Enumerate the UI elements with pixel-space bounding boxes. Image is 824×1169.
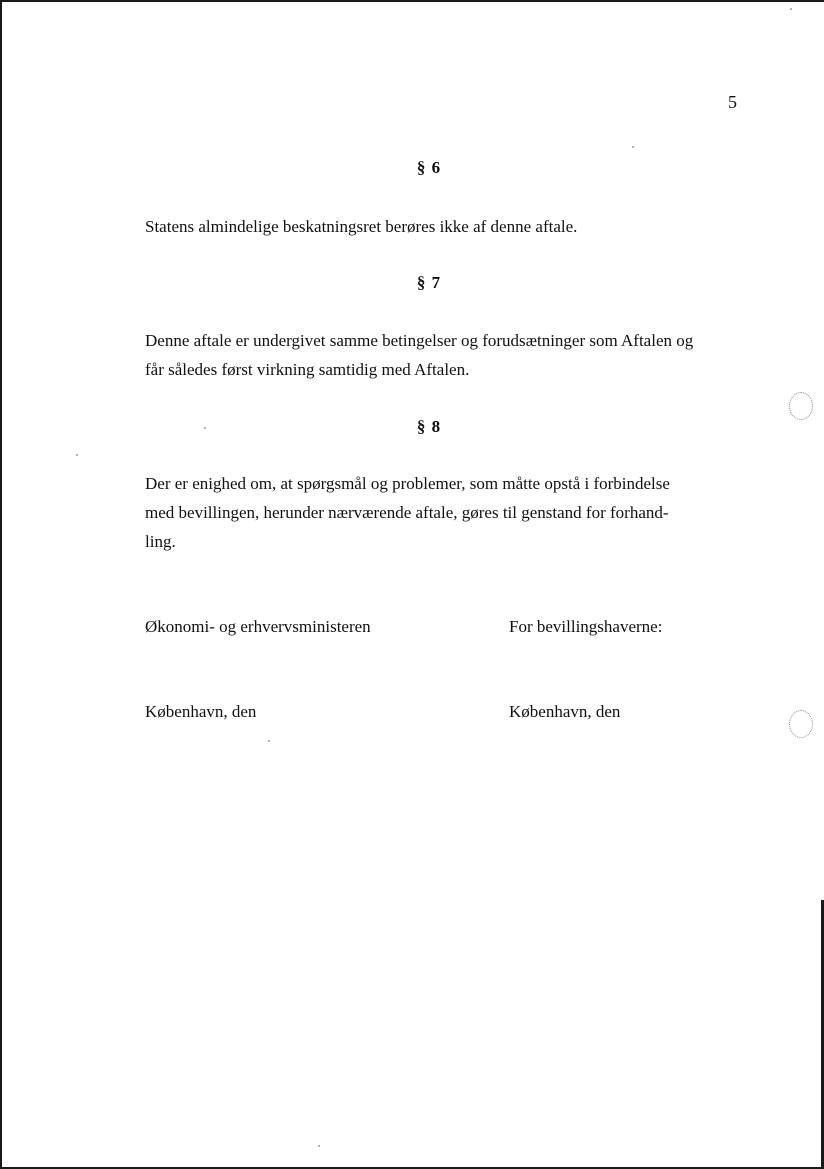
scan-speck <box>204 427 206 429</box>
scan-edge-top <box>0 0 824 2</box>
scan-speck <box>318 1145 320 1147</box>
scan-speck <box>268 740 270 742</box>
scan-speck <box>790 8 792 10</box>
section-8-line: Der er enighed om, at spørgsmål og problemer, som måtte opstå i forbindelse <box>145 474 670 493</box>
signature-right-place: København, den <box>509 702 621 721</box>
scan-speck <box>76 454 78 456</box>
signature-left-party: Økonomi- og erhvervsministeren <box>145 617 371 636</box>
scan-speck <box>632 146 634 148</box>
section-7-line: får således først virkning samtidig med Aftalen. <box>145 360 470 379</box>
section-8-text <box>145 469 735 556</box>
section-heading-6: § 6 <box>416 158 442 177</box>
section-heading-8: § 8 <box>416 417 442 436</box>
signature-left-place: København, den <box>145 702 257 721</box>
section-8-line: ling. <box>145 532 176 551</box>
section-7-line: Denne aftale er undergivet samme betingelser og forudsætninger som Aftalen og <box>145 331 694 350</box>
punch-hole-mark <box>789 710 813 738</box>
punch-hole-mark <box>789 392 813 420</box>
signature-right-party: For bevillingshaverne: <box>509 617 663 636</box>
page-number: 5 <box>728 92 737 112</box>
section-heading-7: § 7 <box>416 273 442 292</box>
section-7-text <box>145 326 745 384</box>
section-6-text: Statens almindelige beskatningsret berøres ikke af denne aftale. <box>145 217 578 236</box>
section-8-line: med bevillingen, herunder nærværende aftale, gøres til genstand for forhand- <box>145 503 669 522</box>
